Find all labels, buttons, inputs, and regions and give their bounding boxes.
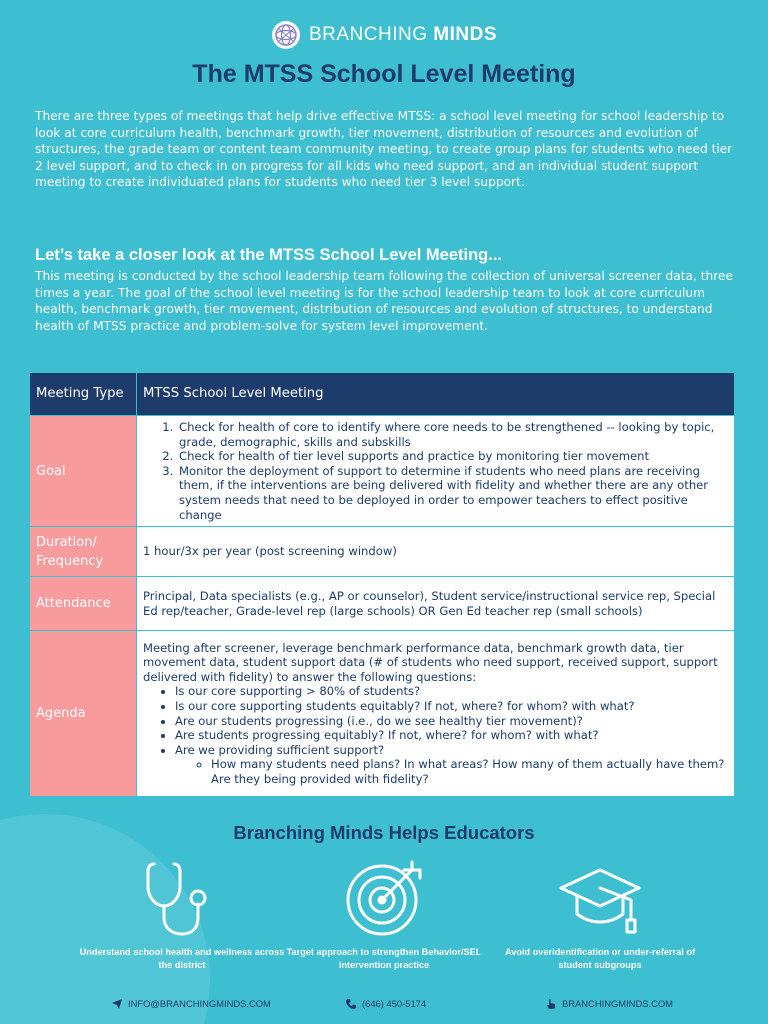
footer-website[interactable] [546, 998, 673, 1009]
agenda-question: • Is our core supporting > 80% of students? [175, 684, 728, 699]
agenda-subquestion: ◦ How many students need plans? In what areas? How many of them actually have them? Are they being provided with fidelity? [211, 757, 728, 786]
feature-target [274, 858, 494, 971]
page-title: The MTSS School Level Meeting [192, 60, 576, 88]
goal-item: 2. Check for health of tier level supports and practice by monitoring tier movement [177, 449, 728, 464]
email-link[interactable]: INFO@BRANCHINGMINDS.COM [128, 998, 271, 1009]
goal-item: 3. Monitor the deployment of support to determine if students who need plans are receiving them, if the interventions are being delivered with fidelity and whether there are any other system needs that need to be deployed in order to empower teachers to effect positive change [177, 464, 728, 522]
attendance-label: Attendance [30, 577, 137, 631]
agenda-question: • Is our core supporting students equitably? If not, where? for whom? with what? [175, 699, 728, 714]
brand-logo [0, 20, 768, 50]
goal-item: 1. Check for health of core to identify where core needs to be strengthened -- looking by topic, grade, demographic, skills and subskills [177, 420, 728, 449]
table-header-row [30, 373, 735, 416]
duration-value: 1 hour/3x per year (post screening window) [137, 527, 735, 577]
goal-label: Goal [30, 416, 137, 527]
feature-text: Understand school health and wellness across the district [79, 947, 285, 970]
agenda-sublist [211, 757, 728, 786]
section-heading: Let’s take a closer look at the MTSS School Level Meeting... [35, 246, 503, 264]
agenda-intro: Meeting after screener, leverage benchmark performance data, benchmark growth data, tier movement data, student support data (# of students who need support, received support, support delivered with fidelity) to answer the following questions: [143, 640, 718, 684]
pointer-hand-icon [546, 999, 556, 1009]
section-paragraph: This meeting is conducted by the school leadership team following the collection of universal screener data, three times a year. The goal of the school level meeting is for the school leadership team to look at core curriculum health, benchmark growth, tier movement, distribution of resources and evolution of structures, to understand health of MTSS practice and problem-solve for system level improvement. [35, 269, 733, 333]
agenda-label: Agenda [30, 631, 137, 797]
stethoscope-icon [142, 858, 222, 938]
target-icon [342, 858, 426, 938]
table-row-attendance [30, 577, 735, 631]
footer-email[interactable] [112, 998, 271, 1009]
agenda-cell [137, 631, 735, 797]
graduation-cap-icon [555, 858, 645, 938]
feature-health [72, 858, 292, 971]
goal-list [177, 420, 728, 522]
meeting-table [29, 372, 735, 797]
footer-phone[interactable] [346, 998, 426, 1009]
attendance-value: Principal, Data specialists (e.g., AP or counselor), Student service/instructional service rep, Special Ed rep/teacher, Grade-level rep (large schools) OR Gen Ed teacher rep (small schools) [137, 577, 735, 631]
agenda-question: • Are our students progressing (i.e., do we see healthy tier movement)? [175, 714, 728, 729]
logo-wordmark [309, 24, 497, 46]
goal-cell [137, 416, 735, 527]
footer [0, 998, 768, 1014]
send-icon [112, 999, 122, 1009]
agenda-question [175, 743, 728, 787]
logo-text-light: BRANCHING [308, 24, 428, 45]
agenda-question-list [175, 684, 728, 786]
table-row-duration [30, 527, 735, 577]
helps-heading: Branching Minds Helps Educators [233, 822, 535, 843]
agenda-question-text: Are we providing sufficient support? [175, 742, 385, 757]
logo-text-bold: MINDS [433, 24, 498, 45]
table-row-agenda [30, 631, 735, 797]
brain-logo-icon [271, 20, 301, 50]
phone-icon [346, 999, 356, 1009]
duration-label: Duration/ Frequency [30, 527, 137, 577]
header-value: MTSS School Level Meeting [137, 373, 735, 416]
header-label: Meeting Type [30, 373, 137, 416]
feature-text: Avoid overidentification or under-referral of student subgroups [504, 947, 696, 970]
phone-link[interactable]: (646) 450-5174 [362, 998, 427, 1009]
agenda-question: • Are students progressing equitably? If not, where? for whom? with what? [175, 728, 728, 743]
feature-graduation [490, 858, 710, 971]
intro-paragraph: There are three types of meetings that help drive effective MTSS: a school level meeting for school leadership to look at core curriculum health, benchmark growth, tier movement, distribution of resources and evolution of structures, the grade team or content team community meeting, to create group plans for students who need tier 2 level support, and to check in on progress for all kids who need support, and an individual student support meeting to create individuated plans for students who need tier 3 level support. [35, 109, 733, 189]
website-link[interactable]: BRANCHINGMINDS.COM [562, 998, 673, 1009]
feature-text: Target approach to strengthen Behavior/SEL intervention practice [286, 947, 482, 970]
table-row-goal [30, 416, 735, 527]
